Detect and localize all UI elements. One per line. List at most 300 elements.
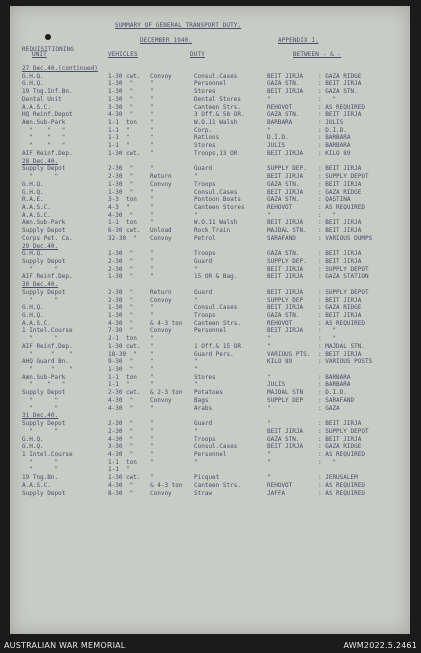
cell-unit: " " " [22,142,66,150]
cell-from: JULIS [267,381,286,389]
table-row [22,389,402,397]
cell-unit: G.H.Q. [22,443,44,451]
cell-to: : SUPPLY DEPOT [318,288,369,296]
cell-to: : GAZA RIDGE [318,443,362,451]
cell-vehicle-type: " [150,88,154,96]
cell-unit: Dental Unit [22,95,62,103]
table-row [22,451,402,459]
cell-unit: 31 Dec.40. [22,412,59,420]
cell-unit: 30 Dec.40. [22,281,59,289]
cell-from: GAZA STN. [267,312,300,319]
table-row [22,428,402,436]
cell-vehicle-type: " [150,358,154,366]
cell-from: GAZA STN. [267,180,300,188]
cell-unit: 1 Intel.Course [22,327,73,335]
cell-vehicle-qty: 2-30 " [108,165,134,173]
cell-duty: Picquet [194,474,220,482]
cell-vehicle-qty: 9-30 " [108,358,134,366]
cell-vehicle-type: " [150,373,154,381]
cell-unit: " " [22,296,59,304]
cell-vehicle-qty: 2-30 " [108,288,134,296]
cell-to: : BEIT JIRJA [318,435,362,443]
table-row [22,474,402,482]
cell-vehicle-type: " [150,142,154,150]
cell-vehicle-qty: 1-30 cwt. [108,149,141,157]
cell-from: BARBARA [267,119,293,127]
cell-vehicle-qty: 2-30 " [108,427,134,435]
cell-vehicle-type: Convoy [150,234,172,242]
cell-unit: Supply Depot [22,489,66,497]
cell-vehicle-type: " [150,165,154,173]
cell-vehicle-type: " [150,149,154,157]
cell-duty: Canteen Strs. [194,319,241,327]
cell-vehicle-type: " [150,366,154,374]
cell-unit: AHQ Guard Bn. [22,358,69,366]
table-row [22,490,402,498]
footer-institution: AUSTRALIAN WAR MEMORIAL [4,641,126,650]
cell-to: : " [318,211,337,219]
cell-from: JAFFA [267,489,286,497]
cell-from: BEIT JIRJA [267,219,304,227]
cell-duty: Guard [194,420,213,428]
table-row [22,320,402,328]
cell-from: BEIT JIRJA [267,173,304,181]
cell-to: : BARBARA [318,142,351,150]
cell-unit: G.H.Q. [22,312,44,319]
cell-duty: 1 Off.& 15 OR [194,342,241,350]
cell-from: REHOVOT [267,203,293,211]
cell-from: " [267,95,271,103]
cell-vehicle-qty: 1-30 " [108,273,134,281]
cell-duty: Troops [194,435,216,443]
cell-to: : D.I.D. [318,389,347,397]
cell-unit: G.H.Q. [22,180,44,188]
cell-vehicle-type: " [150,443,154,451]
cell-duty: " [194,358,198,366]
table-row [22,250,402,258]
cell-vehicle-type: " [150,335,154,343]
table-row [22,212,402,220]
cell-from: SUPPLY DEP [267,296,304,304]
document-title: SUMMARY OF GENERAL TRANSPORT DUTY. [115,22,242,29]
cell-from: SUPPLY DEP [267,396,304,404]
cell-vehicle-qty: 1-30 " [108,304,134,312]
header-unit: UNIT [32,51,47,58]
cell-from: REHOVOT [267,481,293,489]
cell-from: JULIS [267,142,286,150]
date-heading-row [22,158,402,166]
cell-from: GAZA STN. [267,111,300,119]
table-row [22,289,402,297]
cell-to: : BEIT JIRJA [318,420,362,428]
table-row [22,327,402,335]
table-row [22,80,402,88]
cell-from: BEIT JIRJA [267,443,304,451]
cell-duty: Consul.Cases [194,72,238,80]
cell-vehicle-qty: 3-30 " [108,103,134,111]
cell-vehicle-qty: 4-30 " [108,481,134,489]
cell-vehicle-qty: 32-30 " [108,234,137,242]
cell-vehicle-qty: 1-30 " [108,312,134,319]
cell-vehicle-type: Unload [150,227,172,235]
cell-from: D.I.D. [267,134,289,142]
cell-unit: Supply Depot [22,165,66,173]
cell-from: BEIT JIRJA [267,88,304,96]
table-row [22,165,402,173]
cell-unit: G.H.Q. [22,250,44,258]
cell-vehicle-type: " [150,273,154,281]
table-row [22,111,402,119]
table-row [22,366,402,374]
cell-to: : D.I.D. [318,126,347,134]
cell-unit: G.H.Q. [22,304,44,312]
cell-duty: Stores [194,373,216,381]
cell-to: : BEIT JIRJA [318,257,362,265]
cell-vehicle-type: " [150,250,154,258]
cell-vehicle-qty: 1-30 cwt. [108,342,141,350]
cell-unit: Supply Depot [22,257,66,265]
table-row [22,104,402,112]
cell-vehicle-type: " [150,312,154,319]
cell-vehicle-qty: 1-30 cwt. [108,72,141,80]
cell-vehicle-qty: 1-1 " [108,142,130,150]
cell-vehicle-qty: 4-30 " [108,435,134,443]
cell-vehicle-qty: 1-30 " [108,88,134,96]
cell-vehicle-type: " [150,111,154,119]
cell-duty: Personnel [194,80,227,88]
cell-duty: Canteen Strs. [194,103,241,111]
date-heading-row [22,412,402,420]
cell-to: : BEIT JIRJA [318,180,362,188]
cell-to: : BARBARA [318,134,351,142]
cell-duty: Dental Stores [194,95,241,103]
cell-vehicle-type: " [150,265,154,273]
cell-to: : QASTINA [318,196,351,204]
cell-to: : BEIT JIRJA [318,111,362,119]
table-row [22,343,402,351]
cell-vehicle-qty: 4-30 " [108,396,134,404]
cell-unit: Supply Depot [22,389,66,397]
table-row [22,150,402,158]
table-row [22,196,402,204]
cell-vehicle-type: Convoy [150,396,172,404]
cell-vehicle-type: " [150,404,154,412]
cell-unit: A.A.S.C. [22,103,51,111]
cell-to: : VARIOUS POSTS [318,358,373,366]
date-heading-row [22,281,402,289]
table-row [22,189,402,197]
cell-vehicle-type: " [150,435,154,443]
cell-unit: " " [22,404,59,412]
table-row [22,297,402,305]
document-page [10,6,410,634]
cell-vehicle-qty: 1-1 " [108,381,130,389]
cell-vehicle-qty: 2-30 " [108,296,134,304]
cell-vehicle-qty: 18-30 " [108,350,137,358]
cell-duty: Corp. [194,126,213,134]
cell-vehicle-type: " [150,350,154,358]
cell-duty: Troops [194,312,216,319]
table-row [22,482,402,490]
table-row [22,142,402,150]
cell-to: : SUPPLY DEPOT [318,173,369,181]
cell-from: MAJDAL STN. [267,227,307,235]
cell-to: : AS REQUIRED [318,319,365,327]
cell-vehicle-type: " [150,203,154,211]
cell-to: : GAZA STN. [318,88,358,96]
cell-duty: Troops [194,250,216,258]
cell-from: BEIT JIRJA [267,288,304,296]
cell-unit: Supply Depot [22,227,66,235]
cell-to: : BARBARA [318,373,351,381]
cell-from: " [267,474,271,482]
cell-vehicle-qty: 1-1 ton [108,219,137,227]
cell-to: : JULIS [318,119,344,127]
cell-to: : AS REQUIRED [318,481,365,489]
cell-vehicle-type: " [150,103,154,111]
cell-vehicle-qty: 1-1 ton [108,119,137,127]
cell-to: : KILO 89 [318,149,351,157]
cell-unit: A.A.S.C. [22,319,51,327]
table-row [22,459,402,467]
table-row [22,381,402,389]
cell-vehicle-type: " [150,119,154,127]
cell-vehicle-type: Return [150,173,172,181]
cell-vehicle-qty: 4-3 " [108,203,130,211]
cell-duty: Rock Train [194,227,231,235]
cell-vehicle-type: Convoy [150,489,172,497]
cell-duty: " [194,173,198,181]
cell-from: GAZA STN. [267,250,300,258]
cell-to: : BEIT JIRJA [318,312,362,319]
appendix-label: APPENDIX 1. [278,37,319,44]
cell-unit: " " [22,335,59,343]
cell-to: : " [318,458,337,466]
cell-duty: Canteen Strs. [194,481,241,489]
punch-hole [45,34,51,40]
cell-duty: " [194,296,198,304]
cell-to: : " [318,327,337,335]
cell-vehicle-qty: 1-1 ton [108,458,137,466]
cell-duty: Guard [194,165,213,173]
cell-duty: Troops,13 OR [194,149,238,157]
cell-vehicle-qty: 4-30 " [108,404,134,412]
table-row [22,443,402,451]
cell-vehicle-qty: 1-30 " [108,180,134,188]
cell-to: : BEIT JIRJA [318,219,362,227]
cell-from: SUPPLY DEP. [267,165,307,173]
cell-unit: 28 Dec.40. [22,157,59,165]
table-row [22,466,402,474]
table-row [22,119,402,127]
cell-from: BEIT JIRJA [267,327,304,335]
cell-vehicle-qty: 1-30 " [108,366,134,374]
cell-unit: " " [22,396,59,404]
cell-duty: " [194,265,198,273]
cell-vehicle-type: " [150,304,154,312]
header-between: BETWEEN - & - [293,51,342,58]
cell-vehicle-qty: 3-3 ton [108,196,137,204]
cell-vehicle-qty: 7-30 " [108,327,134,335]
cell-duty: " [194,458,198,466]
cell-vehicle-qty: 8-30 " [108,489,134,497]
cell-from: KILO 89 [267,358,293,366]
cell-unit: 29 Dec.40. [22,242,59,250]
cell-vehicle-qty: 2-1 ton [108,335,137,343]
cell-unit: Corps Pet. Ca. [22,234,73,242]
header-vehicles: VEHICLES [108,51,138,58]
cell-unit: 1 Intel.Course [22,450,73,458]
cell-vehicle-qty: 1-30 " [108,188,134,196]
cell-from: " [267,342,271,350]
cell-vehicle-qty: 1-30 cwt. [108,474,141,482]
cell-to: : BEIT JIRJA [318,350,362,358]
cell-unit: AIF Reinf.Dep. [22,149,73,157]
cell-unit: " " [22,265,59,273]
cell-duty: Troops [194,180,216,188]
cell-unit: Supply Depot [22,288,66,296]
cell-vehicle-qty: 1-30 " [108,80,134,88]
table-row [22,358,402,366]
cell-from: BEIT JIRJA [267,149,304,157]
cell-from: BEIT JIRJA [267,72,304,80]
cell-duty: 3 Off.& 58 OR. [194,111,245,119]
cell-unit: R.A.E. [22,196,44,204]
cell-vehicle-type: " [150,257,154,265]
cell-vehicle-qty: 6-30 cwt. [108,227,141,235]
cell-vehicle-type: " [150,219,154,227]
cell-to: : " [318,335,337,343]
table-row [22,420,402,428]
cell-vehicle-qty: 2-30 " [108,265,134,273]
cell-from: SUPPLY DEP. [267,257,307,265]
cell-duty: Potatoes [194,389,223,397]
cell-vehicle-qty: 1-1 " [108,134,130,142]
cell-unit: 19 Tng.Bn. [22,474,59,482]
cell-unit: " " " [22,366,73,374]
cell-from: BEIT JIRJA [267,427,304,435]
cell-duty: Straw [194,489,213,497]
cell-unit: " " [22,427,59,435]
cell-from: " [267,458,271,466]
cell-vehicle-qty: 2-30 cwt. [108,389,141,397]
header-requisitioning: REQUISITIONING [22,46,74,53]
table-row [22,258,402,266]
cell-to: : GAZA RIDGE [318,72,362,80]
cell-to: : AS REQUIRED [318,103,365,111]
cell-from: MAJDAL STN [267,389,304,397]
cell-unit: G.H.Q. [22,80,44,88]
cell-from: " [267,420,271,428]
cell-vehicle-type: Return [150,288,172,296]
cell-to: : GAZA [318,404,340,412]
cell-to: : AS REQUIRED [318,489,365,497]
cell-duty: Consul.Cases [194,304,238,312]
cell-from: " [267,404,271,412]
cell-duty: " [194,366,198,374]
cell-unit: " " [22,458,59,466]
table-row [22,173,402,181]
cell-vehicle-type: " [150,134,154,142]
cell-from: BEIT JIRJA [267,304,304,312]
cell-vehicle-type: " [150,342,154,350]
cell-from: BEIT JIRJA [267,273,304,281]
cell-duty: Stores [194,142,216,150]
cell-duty: Rations [194,134,220,142]
table-row [22,181,402,189]
cell-duty: Pontoon Boats [194,196,241,204]
cell-unit: AIF Reinf.Dep. [22,342,73,350]
cell-vehicle-type: & 4-3 ton [150,319,183,327]
cell-from: SARAFAND [267,234,296,242]
cell-vehicle-type: " [150,381,154,389]
transport-table [22,65,402,497]
cell-to: : GAZA STATION [318,273,369,281]
cell-unit: " " [22,173,59,181]
cell-to: : MAJDAL STN. [318,342,365,350]
cell-unit: A.A.S.C. [22,481,51,489]
cell-unit: A.A.S.C. [22,211,51,219]
cell-vehicle-type: " [150,450,154,458]
cell-vehicle-type: & 4-3 ton [150,481,183,489]
table-row [22,304,402,312]
table-row [22,312,402,320]
table-row [22,266,402,274]
cell-vehicle-qty: 4-30 " [108,319,134,327]
table-row [22,127,402,135]
cell-to: : BEIT JIRJA [318,80,362,88]
cell-duty: W.O.11 Walsh [194,219,238,227]
cell-from: BEIT JIRJA [267,265,304,273]
table-row [22,397,402,405]
table-row [22,335,402,343]
cell-unit: HQ Reinf.Depot [22,111,73,119]
cell-duty: W.O.11 Walsh [194,119,238,127]
cell-vehicle-type: " [150,211,154,219]
cell-unit: " " " [22,126,66,134]
cell-to: : SUPPLY DEPOT [318,265,369,273]
cell-duty: " [194,381,198,389]
cell-to: : SUPPLY DEPOT [318,427,369,435]
cell-vehicle-qty: 4-30 " [108,450,134,458]
table-row [22,73,402,81]
cell-duty: " [194,427,198,435]
cell-duty: Bags [194,396,209,404]
cell-vehicle-type: & 2-3 ton [150,389,183,397]
cell-from: VARIOUS PTS. [267,350,311,358]
cell-unit: AIF Reinf.Dep. [22,273,73,281]
cell-duty: Petrol [194,234,216,242]
cell-to: : BEIT JIRJA [318,227,362,235]
cell-unit: " " " [22,350,73,358]
cell-duty: Guard [194,257,213,265]
cell-vehicle-qty: 1-1 " [108,126,130,134]
cell-vehicle-qty: 2-30 " [108,420,134,428]
cell-to: : GAZA RIDGE [318,304,362,312]
cell-vehicle-qty: 3-30 " [108,443,134,451]
cell-to: : AS REQUIRED [318,203,365,211]
cell-unit: " " " [22,134,66,142]
cell-vehicle-qty: 2-30 " [108,257,134,265]
cell-to: : BEIT JIRJA [318,250,362,258]
cell-to: : AS REQUIRED [318,450,365,458]
cell-unit: " " [22,466,59,474]
table-row [22,96,402,104]
cell-to: : BARBARA [318,381,351,389]
cell-vehicle-type: " [150,427,154,435]
cell-duty: Consul.Cases [194,188,238,196]
cell-duty: 15 OR & Bag. [194,273,238,281]
